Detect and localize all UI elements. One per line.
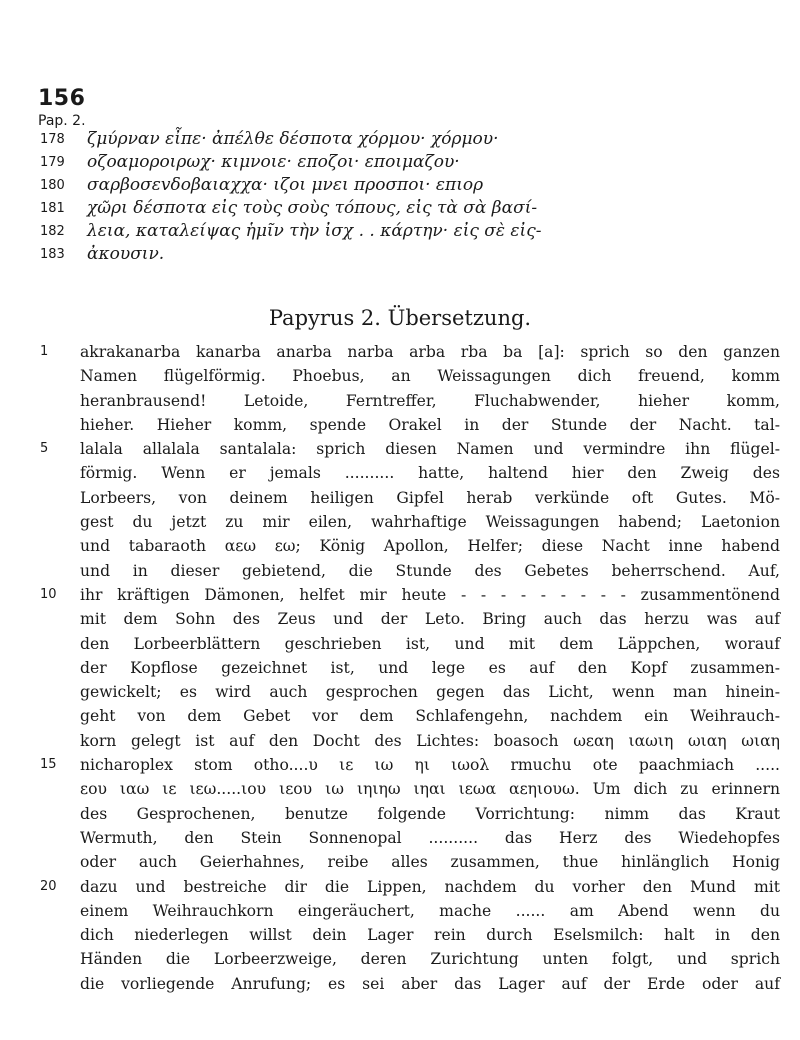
line-number: 179 [40, 155, 65, 170]
translation-line [40, 510, 780, 534]
line-number: 180 [40, 178, 65, 193]
translation-line-text: gewickelt; es wird auch gesprochen gegen das Licht, wenn man hinein- [80, 683, 780, 702]
page-number: 156 [38, 86, 86, 111]
translation-line [40, 972, 780, 996]
running-head: Pap. 2. [38, 113, 86, 129]
translation-line-text: Wermuth, den Stein Sonnenopal .......... das Herz des Wiedehopfes [80, 828, 780, 847]
translation-line [40, 607, 780, 631]
line-number: 1 [40, 344, 49, 359]
translation-line-text: ihr kräftigen Dämonen, helfet mir heute - - - - - - - - - zusammentönend [80, 585, 780, 604]
translation-line-text: dich niederlegen willst dein Lager rein durch Eselsmilch: halt in den [80, 926, 780, 945]
greek-line-text: σαρβοσεvδoβαιαχχα· ιζοι μνει προσποι· επιορ [87, 175, 484, 195]
translation-line [40, 340, 780, 364]
line-number: 178 [40, 132, 65, 147]
line-number: 182 [40, 224, 65, 239]
translation-line-text: korn gelegt ist auf den Docht des Lichtes: boasoch ωεαη ιαωιη ωιαη ωιαη [80, 731, 780, 750]
translation-line [40, 656, 780, 680]
translation-line [40, 899, 780, 923]
translation-line-text: den Lorbeerblättern geschrieben ist, und mit dem Läppchen, worauf [80, 634, 780, 653]
translation-line-text: lalala allalala santalala: sprich diesen Namen und vermindre ihn flügel- [80, 440, 780, 459]
translation-line-text: dazu und bestreiche dir die Lippen, nachdem du vorher den Mund mit [80, 877, 780, 896]
greek-line-text: ἀκουσιν. [87, 244, 165, 264]
translation-line [40, 875, 780, 899]
translation-line-text: Händen die Lorbeerzweige, deren Zurichtung unten folgt, und sprich [80, 950, 780, 969]
translation-line [40, 364, 780, 388]
translation-line-text: der Kopflose gezeichnet ist, und lege es auf den Kopf zusammen- [80, 658, 780, 677]
translation-line-text: heranbrausend! Letoide, Ferntreffer, Fluchabwender, hieher komm, [80, 391, 780, 410]
translation-line-text: des Gesprochenen, benutze folgende Vorrichtung: nimm das Kraut [80, 804, 780, 823]
section-title: Papyrus 2. Übersetzung. [268, 306, 532, 330]
line-number: 181 [40, 201, 65, 216]
translation-line [40, 534, 780, 558]
translation-line [40, 802, 780, 826]
greek-line [40, 174, 760, 197]
line-number: 183 [40, 247, 65, 262]
translation-line-text: akrakanarba kanarba anarba narba arba rba ba [a]: sprich so den ganzen [80, 343, 780, 361]
translation-line [40, 413, 780, 437]
translation-line [40, 486, 780, 510]
translation-line [40, 729, 780, 753]
greek-line-text: χῶρι δέσποτα εἰς τοὺς σοὺς τόπους, εἰς τὰ σὰ βασί- [87, 198, 538, 218]
translation-line-text: gest du jetzt zu mir eilen, wahrhaftige Weissagungen habend; Laetonion [80, 513, 780, 532]
translation-line [40, 753, 780, 777]
translation-line [40, 704, 780, 728]
translation-line [40, 826, 780, 850]
line-number: 10 [40, 586, 57, 602]
translation-line-text: εου ιαω ιε ιεω.....ιου ιεου ιω ιηιηω ιηαι ιεωα αεηιουω. Um dich zu erinnern [80, 780, 780, 799]
translation-line [40, 437, 780, 461]
line-number: 5 [40, 441, 49, 457]
translation-line-text: geht von dem Gebet vor dem Schlafengehn, nachdem ein Weihrauch- [80, 707, 780, 726]
greek-line [40, 197, 760, 220]
line-number: 20 [40, 878, 57, 894]
translation-line-text: die vorliegende Anrufung; es sei aber das Lager auf der Erde oder auf [80, 974, 780, 993]
greek-line [40, 243, 760, 266]
translation-line-text: oder auch Geierhahnes, reibe alles zusammen, thue hinlänglich Honig [80, 853, 780, 872]
translation-line [40, 850, 780, 874]
greek-line-text: ζμύρναν εἶπε· ἀπέλθε δέσποτα χόρμου· χόρμου· [87, 129, 499, 149]
greek-line-text: οζοαμοροιρωχ· κιμνοιε· επoζοι· επoιμαζου· [87, 152, 460, 172]
translation-line [40, 923, 780, 947]
translation-line-text: Namen flügelförmig. Phoebus, an Weissagungen dich freuend, komm [80, 367, 780, 386]
translation-line [40, 559, 780, 583]
greek-text-block [40, 128, 760, 266]
translation-line [40, 461, 780, 485]
translation-line [40, 777, 780, 801]
line-number: 15 [40, 757, 57, 773]
translation-line-text: und in dieser gebietend, die Stunde des Gebetes beherrschend. Auf, [80, 561, 780, 580]
translation-block [40, 340, 780, 996]
translation-line-text: hieher. Hieher komm, spende Orakel in der Stunde der Nacht. tal- [80, 415, 780, 434]
translation-line [40, 947, 780, 971]
greek-line [40, 151, 760, 174]
translation-line-text: förmig. Wenn er jemals .......... hatte, haltend hier den Zweig des [80, 464, 780, 483]
translation-line [40, 583, 780, 607]
greek-line-text: λεια, καταλείψας ἡμῖν τὴν ἰσχ . . κάρτην· εἰς σὲ εἰς- [87, 221, 542, 241]
translation-line [40, 632, 780, 656]
translation-line-text: Lorbeers, von deinem heiligen Gipfel herab verkünde oft Gutes. Mö- [80, 488, 780, 507]
translation-line-text: mit dem Sohn des Zeus und der Leto. Bring auch das herzu was auf [80, 610, 780, 629]
translation-line-text: nicharoplex stom otho....υ ιε ιω ηι ιωολ rmuchu ote paachmiach ..... [80, 756, 780, 775]
translation-line [40, 680, 780, 704]
translation-line [40, 389, 780, 413]
greek-line [40, 220, 760, 243]
translation-line-text: einem Weihrauchkorn eingeräuchert, mache ...... am Abend wenn du [80, 901, 780, 920]
translation-line-text: und tabaraoth αεω εω; König Apollon, Helfer; diese Nacht inne habend [80, 537, 780, 556]
greek-line [40, 128, 760, 151]
